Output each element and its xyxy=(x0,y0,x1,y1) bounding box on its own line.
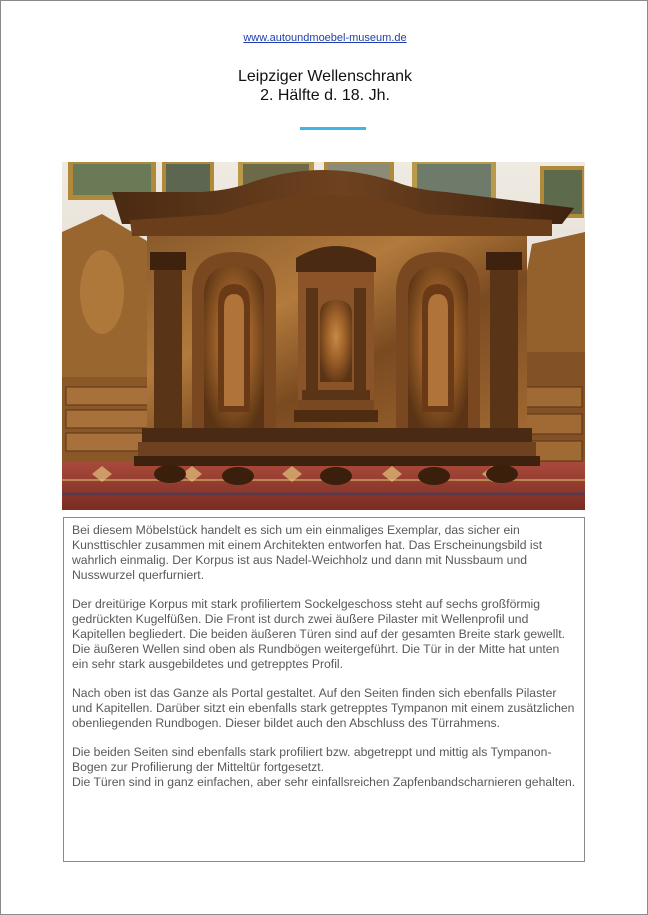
website-link[interactable]: www.autoundmoebel-museum.de xyxy=(243,32,407,44)
description-paragraph-1: Bei diesem Möbelstück handelt es sich um ein einmaliges Exemplar, das sicher ein Kunsttischler zusammen mit einem Architekten entworfen hat. Das Erscheinungsbild ist wahrlich einmalig. Der Korpus ist aus Nadel-Weichholz und dann mit Nussbaum und Nusswurzel querfurniert. xyxy=(72,523,543,582)
wave-cabinet xyxy=(112,170,574,485)
title-line-date: 2. Hälfte d. 18. Jh. xyxy=(260,87,390,104)
title-underline-accent xyxy=(300,127,366,130)
description-box xyxy=(63,517,585,862)
cabinet-photo xyxy=(62,162,585,510)
page-title xyxy=(1,67,648,105)
description-paragraph-2: Der dreitürige Korpus mit stark profiliertem Sockelgeschoss steht auf sechs großförmig gedrückten Kugelfüßen. Die Front ist durch zwei äußere Pilaster mit Wellenprofil und Kapitellen begliedert. Die beiden äußeren Türen sind auf der gesamten Breite stark gewellt. Die äußeren Wellen sind oben als Rundbögen weitergeführt. Die Tür in der Mitte hat unten ein sehr stark ausgebildetes und getrepptes Profil. xyxy=(72,597,565,671)
title-line-name: Leipziger Wellenschrank xyxy=(237,68,412,85)
description-paragraph-4: Die beiden Seiten sind ebenfalls stark profiliert bzw. abgetreppt und mittig als Tympanon-Bogen zur Profilierung der Mitteltür fortgesetzt. Die Türen sind in ganz einfachen, aber sehr einfallsreichen Zapfenbandscharnieren gehalten. xyxy=(72,745,576,789)
description-paragraph-3: Nach oben ist das Ganze als Portal gestaltet. Auf den Seiten finden sich ebenfalls Pilaster und Kapitellen. Darüber sitzt ein ebenfalls stark getrepptes Tympanon mit einem zusätzlichen obenliegenden Rundbogen. Dieser bildet auch den Abschluss des Türrahmens. xyxy=(72,686,575,730)
